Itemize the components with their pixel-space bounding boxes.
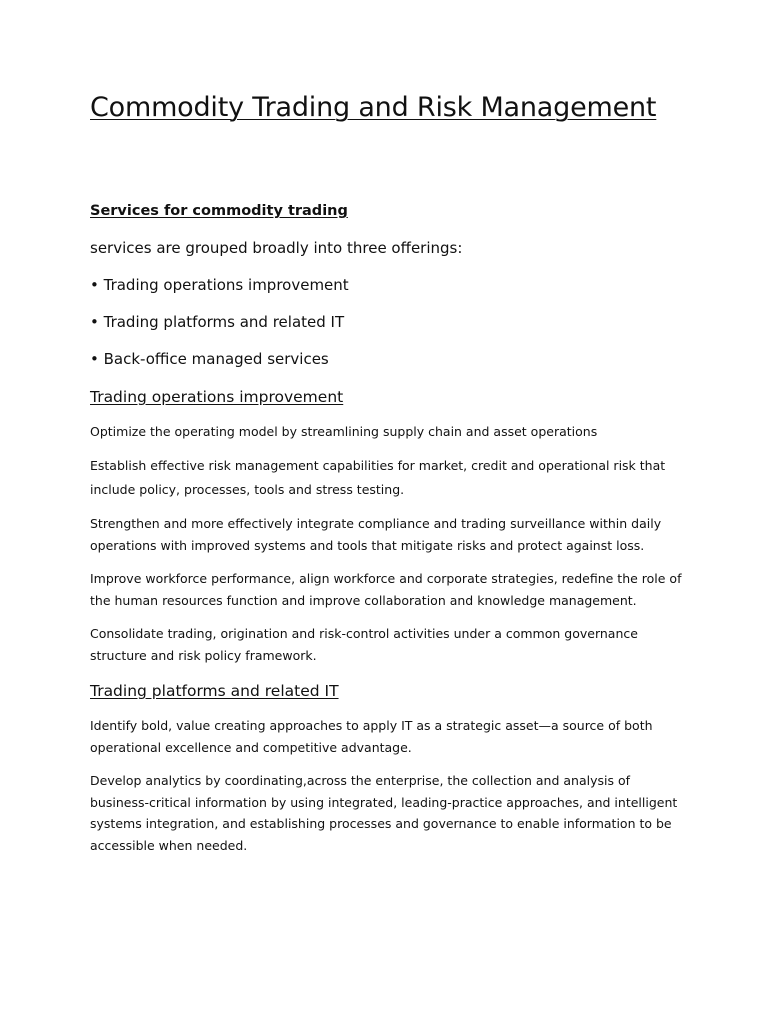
operations-paragraph: Consolidate trading, origination and risk-control activities under a common governance structure and risk policy framework. [90, 626, 638, 663]
platforms-paragraph: Identify bold, value creating approaches to apply IT as a strategic asset—a source of both operational excellence and competitive advantage. [90, 718, 653, 755]
offering-item: • Back-office managed services [90, 350, 329, 368]
operations-paragraph: Strengthen and more effectively integrate compliance and trading surveillance within daily operations with improved systems and tools that mitigate risks and protect against loss. [90, 516, 662, 553]
document-title: Commodity Trading and Risk Management [90, 92, 657, 123]
services-heading: Services for commodity trading [90, 203, 348, 219]
platforms-paragraph: Develop analytics by coordinating,across the enterprise, the collection and analysis of business-critical information by using integrated, leading-practice approaches, and intelligent systems integration, and establishing processes and governance to enable information to be accessible when needed. [90, 773, 678, 853]
section-heading-platforms: Trading platforms and related IT [90, 682, 339, 700]
section-heading-operations: Trading operations improvement [90, 388, 344, 406]
offering-item: • Trading operations improvement [90, 276, 349, 294]
operations-paragraph: Improve workforce performance, align workforce and corporate strategies, redefine the role of the human resources function and improve collaboration and knowledge management. [90, 571, 682, 608]
operations-paragraph: Establish effective risk management capabilities for market, credit and operational risk that include policy, processes, tools and stress testing. [90, 458, 666, 497]
operations-paragraph: Optimize the operating model by streamlining supply chain and asset operations [90, 424, 598, 439]
services-intro: services are grouped broadly into three offerings: [90, 239, 463, 257]
offering-item: • Trading platforms and related IT [90, 313, 345, 331]
